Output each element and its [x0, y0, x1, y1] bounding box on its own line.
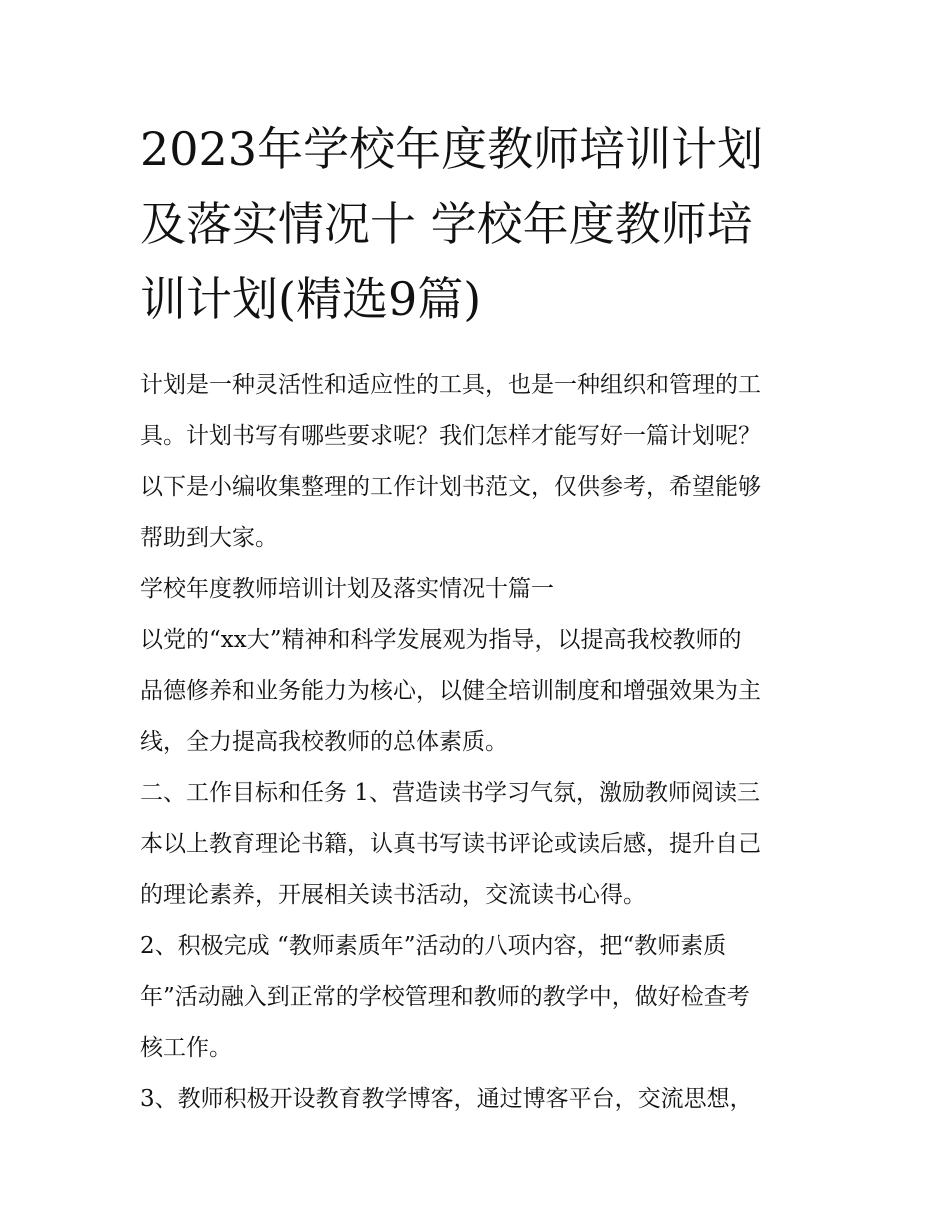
- body-line: 的理论素养，开展相关读书活动，交流读书心得。: [140, 882, 646, 908]
- body-line: 计划是一种灵活性和适应性的工具，也是一种组织和管理的工: [140, 372, 761, 398]
- body-line: 2、积极完成 “教师素质年”活动的八项内容，把“教师素质: [140, 933, 727, 959]
- body-line: 年”活动融入到正常的学校管理和教师的教学中，做好检查考: [140, 984, 750, 1010]
- body-line: 二、工作目标和任务 1、营造读书学习气氛，激励教师阅读三: [140, 780, 760, 806]
- title-line-1: 2023年学校年度教师培训计划: [140, 122, 764, 176]
- title-line-3: 训计划(精选9篇): [140, 272, 482, 326]
- body-line: 以党的“xx大”精神和科学发展观为指导，以提高我校教师的: [140, 627, 742, 653]
- body-line: 核工作。: [140, 1035, 232, 1061]
- section-heading: 学校年度教师培训计划及落实情况十篇一: [140, 576, 554, 602]
- document-title: [140, 112, 820, 337]
- body-line: 具。计划书写有哪些要求呢？我们怎样才能写好一篇计划呢？: [140, 423, 761, 449]
- title-line-2: 及落实情况十 学校年度教师培: [140, 197, 753, 251]
- body-line: 帮助到大家。: [140, 525, 278, 551]
- document-body: [140, 360, 820, 1125]
- body-line: 以下是小编收集整理的工作计划书范文，仅供参考，希望能够: [140, 474, 761, 500]
- body-line: 3、教师积极开设教育教学博客，通过博客平台，交流思想，: [140, 1086, 753, 1112]
- body-line: 本以上教育理论书籍，认真书写读书评论或读后感，提升自己: [140, 831, 761, 857]
- body-line: 品德修养和业务能力为核心，以健全培训制度和增强效果为主: [140, 678, 761, 704]
- body-line: 线，全力提高我校教师的总体素质。: [140, 729, 508, 755]
